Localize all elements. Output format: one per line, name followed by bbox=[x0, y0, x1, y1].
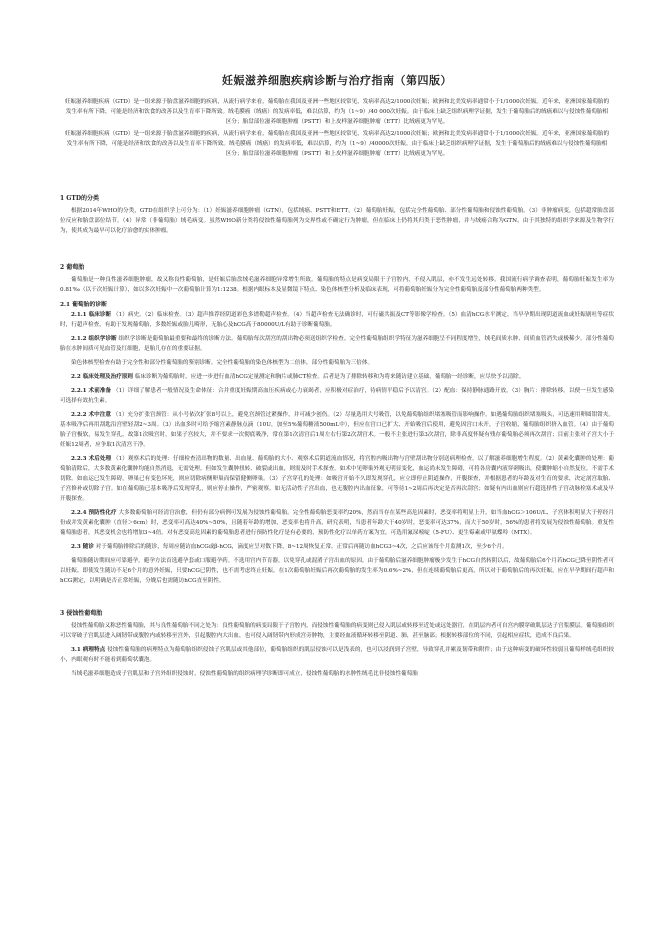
body-paragraph: 根据2014年WHO的分类，GTD在组织学上可分为：（1）妊娠滋养细胞肿瘤（GTN），包括绒癌、PSTT和ETT。（2）葡萄胎妊娠，包括完全性葡萄胎、部分性葡萄胎和侵蚀性葡萄胎。（3）非肿瘤病变，包括超常胎盘部位反应和胎盘部位结节。（4）异常（非葡萄胎）绒毛病变。虽然WHO新分类将侵蚀性葡萄胎列为交界性或不确定行为肿瘤，但在临床上仍将其归类于恶性肿瘤，并与绒癌合称为GTN。由于其独特的组织学来源及生物学行为，使其成为最早可以化疗治愈的实体肿瘤。 bbox=[60, 208, 614, 234]
section-heading: 3 侵蚀性葡萄胎 bbox=[60, 610, 103, 617]
list-item bbox=[60, 669, 614, 679]
item-label: 2.3 随诊 bbox=[71, 544, 94, 550]
list-item bbox=[60, 310, 614, 330]
section-gtd-classification bbox=[60, 193, 614, 236]
item-label: 2.2 临床处理及治疗原则 bbox=[71, 374, 134, 380]
section-hydatidiform-mole bbox=[60, 262, 614, 586]
section-invasive-mole bbox=[60, 608, 614, 679]
item-label: 2.1.1 临床诊断 bbox=[71, 312, 112, 318]
item-text: 侵蚀性葡萄胎的病理特点为葡萄胎组织侵蚀子宫肌层或其他部位，葡萄胎组织的肌层侵蚀可以是浅表的，也可以浸润到子宫壁，导致穿孔并累及韧带和附件；由于这种病变的破坏性较弱且葡萄样绒毛组织较小，内眼观有时不能看到葡萄状囊泡。 bbox=[60, 647, 614, 663]
list-item bbox=[60, 454, 614, 504]
item-text: 大多数葡萄胎可经清宫治愈，但仍有部分病例可发展为侵蚀性葡萄胎。完全性葡萄胎恶变率约20%，然而当存在某些高危因素时，恶变率将明显上升。如当血hCG＞106U/L、子宫体积明显大于停经月份或并发黄素化囊肿（直径＞6cm）时，恶变率可高达40%~50%，且随着年龄的增加，恶变率也将升高，研究表明，当患者年龄大于40岁时，恶变率可达37%，而大于50岁时，56%的患者将发展为侵蚀性葡萄胎。重复性葡萄胎患者，其恶变机会也将增加3~4倍。对有恶变高危因素的葡萄胎患者进行预防性化疗是有必要的，预防性化疗以单药方案为宜，可选用氟尿嘧啶（5-FU）、更生霉素或甲氨蝶呤（MTX）。 bbox=[60, 510, 614, 536]
item-label: 2.2.4 预防性化疗 bbox=[71, 510, 117, 516]
list-item bbox=[60, 556, 614, 586]
item-label: 2.2.1 术前准备 bbox=[71, 388, 112, 394]
subsection-heading: 2.1 葡萄胎的诊断 bbox=[60, 302, 107, 308]
list-item bbox=[60, 542, 614, 552]
list-item bbox=[60, 386, 614, 406]
section-heading: 2 葡萄胎 bbox=[60, 264, 85, 271]
list-item bbox=[60, 372, 614, 382]
document-title: 妊娠滋养细胞疾病诊断与治疗指南（第四版） bbox=[222, 74, 452, 87]
list-item bbox=[60, 410, 614, 450]
item-text: （1）病史。（2）临床检查。（3）超声推荐经阴道彩色多谱勒超声检查。（4）当超声检查无法确诊时，可行磁共振及CT等影像学检查。（5）血清hCG水平测定。当早孕期出现阴道流血或妊娠剧吐等症状时，行超声检查，有助于发现葡萄胎，多数妊娠或胎儿畸形，无胎心及hCG高于80000U/L有助于诊断葡萄胎。 bbox=[60, 312, 614, 328]
list-item bbox=[60, 645, 614, 665]
item-text: 葡萄胎随访期间应可靠避孕，避孕方法首选避孕套或口服避孕药。不选用宫内节育器，以免穿孔或混淆子宫出血的原因。由于葡萄胎后滋养细胞肿瘤极少发生于hCG自然转阴以后，故葡萄胎后6个月若hCG已降至阴性者可以妊娠。即使发生随访不足6个月的意外妊娠，只要hCG已阴性，也不需考虑终止妊娠。在1次葡萄胎妊娠后再次葡萄胎的发生率为0.6%~2%，但在连续葡萄胎后更高，所以对于葡萄胎后的再次妊娠，应在早孕期间行超声和hCG测定，以明确是否正常妊娠，分娩后也需随访hCG直至阴性。 bbox=[60, 558, 614, 584]
item-text: 组织学诊断是葡萄胎最重要和最终的诊断方法。葡萄胎每次刮宫的刮出物必须送组织学检查。完全性葡萄胎组织学特征为滋养细胞呈不同程度增生，绒毛间质水肿、间质血管消失或极稀少。部分性葡萄胎在水肿间质可见血管及红细胞，是胎儿存在的重要证据。 bbox=[60, 336, 614, 352]
abstract-paragraph: 妊娠滋养细胞疾病（GTD）是一组来源于胎盘滋养细胞的疾病，从流行病学来看，葡萄胎在我国及亚洲一些地区较常见，发病率高达2/1000次妊娠；欧洲和北美发病率通常小于1/1000次妊娠。近年来，亚洲国家葡萄胎的发生率有所下降，可能是经济和饮食的改善以及生育率下降所致。绒毛膜癌（绒癌）的发病率低，难以估算，约为（1~9）/40000次妊娠。由于临床上缺乏组织病理学证据，发生于葡萄胎后的绒癌难以与侵蚀性葡萄胎相区分；胎盘部位滋养细胞肿瘤（PSTT）和上皮样滋养细胞肿瘤（ETT）比绒癌更为罕见。 bbox=[64, 131, 610, 157]
list-item bbox=[60, 358, 614, 368]
item-text: 当绒毛滋养细胞造成子宫肌层和子宫外组织侵蚀时，侵蚀性葡萄胎的组织病理学诊断即可成立，侵蚀性葡萄胎的水肿性绒毛比非侵蚀性葡萄胎 bbox=[71, 671, 418, 677]
list-item bbox=[60, 508, 614, 538]
body-paragraph: 葡萄胎是一种良性滋养细胞肿瘤，故又称良性葡萄胎，是妊娠后胎盘绒毛滋养细胞异常增生所致。葡萄胎的特点是病变局限于子宫腔内，不侵入肌层，亦不发生远处转移。我国流行病学调查表明，葡萄胎妊娠发生率为0.81‰（以千次妊娠计算），如以多次妊娠中一次葡萄胎计算为1:1238。根据内眼标本及显微镜下特点、染色体核型分析及临床表现，可将葡萄胎妊娠分为完全性葡萄胎及部分性葡萄胎两种类型。 bbox=[60, 277, 614, 293]
body-paragraph: 侵蚀性葡萄胎又称恶性葡萄胎，其与良性葡萄胎不同之处为：良性葡萄胎的病变局限于子宫腔内，而侵蚀性葡萄胎的病变则已侵入肌层或转移至近处或远处器官，在肌层内者可自宫内膜穿破肌层达子宫浆膜层。葡萄胎组织可以穿破子宫肌层进入阔韧带或腹腔内或转移至宫外，引起腹腔内大出血，也可侵入阔韧带内形成宫旁肿物，主要经血液循环转移至阴道、肺，甚至脑部；根据转移部位的不同，引起相应症状，造成不良后果。 bbox=[60, 623, 614, 639]
abstract-paragraph: 妊娠滋养细胞疾病（GTD）是一组来源于胎盘滋养细胞的疾病，从流行病学来看，葡萄胎在我国及亚洲一些地区较常见，发病率高达2/1000次妊娠；欧洲和北美发病率通常小于1/1000次妊娠。近年来，亚洲国家葡萄胎的发生率有所下降，可能是经济和饮食的改善以及生育率下降所致。绒毛膜癌（绒癌）的发病率低，难以估算，约为（1~9）/40 000次妊娠。由于临床上缺乏组织病理学证据，发生于葡萄胎后的绒癌难以与侵蚀性葡萄胎相区分；胎盘部位滋养细胞肿瘤（PSTT）和上皮样滋养细胞肿瘤（ETT）比绒癌更为罕见。 bbox=[64, 99, 610, 125]
item-text: （1）观察术后的处理：仔细检查清出物的数量、出血量、葡萄胎的大小、观察术后阴道流血情况，将宫腔内吸出物与宫壁刮出物分别送病理检查，以了解滋养细胞增生程度。（2）黄素化囊肿的处理：葡萄胎清除后，大多数黄素化囊肿均能自然消退，无需处理。但如发生囊肿扭转、破裂或出血，则需及时手术探查。如术中见卵巢外观无明显变化，血运尚未发生障碍，可将各房囊内液穿刺吸出，使囊肿缩小自然复位，不需手术切除。如血运已发生障碍，卵巢已有变色坏死，则应切除病侧卵巢而保留健侧卵巢。（3）子宫穿孔的处理：如吸宫开始不久即发现穿孔，应立即停止阴道操作，开腹探查，并根据患者的年龄及对生育的要求，决定剖宫取胎、子宫修补或切除子宫。如在葡萄胎已基本吸净后发现穿孔，则应停止操作，严密观察。如无活动性子宫出血，也无腹腔内出血征象，可等待1~2周后再决定是否再次刮宫；如疑有内出血则应行超选择性子宫动脉栓塞术或及早开腹探查。 bbox=[60, 456, 614, 502]
item-text: 染色体核型检查有助于完全性和部分性葡萄胎的鉴别诊断。完全性葡萄胎的染色体核型为二倍体，部分性葡萄胎为三倍体。 bbox=[71, 360, 374, 366]
list-item bbox=[60, 334, 614, 354]
item-label: 2.1.2 组织学诊断 bbox=[71, 336, 117, 342]
item-text: （1）详细了解患者一般情况及生命体征：合并重度妊娠期高血压疾病或心力衰竭者，应积极对症治疗，待病情平稳后予以清宫。（2）配血：保持静脉通路开放。（3）胸片：排除转移。以便一旦发生感染可选择有效抗生素。 bbox=[60, 388, 614, 404]
item-text: 对于葡萄胎排除后的随诊，每周应随访血hCG或β-hCG，滴度应呈对数下降，8~12周恢复正常。正常后再随访血hCG3~4次，之后应该每个月监测1次，至少6个月。 bbox=[95, 544, 508, 550]
item-text: 临床诊断为葡萄胎时，应进一步进行血清hCG定量测定和胸片或肺CT检查。后者是为了排除转移和为将来随访建立基础，葡萄胎一经诊断，应尽快予以清除。 bbox=[134, 374, 525, 380]
item-label: 3.1 病理特点 bbox=[71, 647, 106, 653]
item-label: 2.2.3 术后处理 bbox=[71, 456, 112, 462]
abstract bbox=[64, 97, 610, 159]
item-label: 2.2.2 术中注意 bbox=[71, 412, 111, 418]
section-heading: 1 GTD的分类 bbox=[60, 195, 100, 202]
item-text: （1）充分扩张宫颈管：从小号依次扩张8号以上，避免宫颈管过紧操作，并可减少创伤。（2）尽量选用大号吸管，以免葡萄胎组织堵塞吸管而影响操作。如遇葡萄胎组织堵塞吸头，可迅速用卵圆钳钳夹。基本吸净后再用刮匙沿宫壁轻刮2~3周。（3）出血多时可给予缩宫素静脉点滴（10U，加至5%葡萄糖液500mL中），但应在宫口已扩大、开始吸宫后使用，避免因宫口未开，子宫收缩，葡萄胎组织挤入血管。（4）由于葡萄胎子宫极软，易发生穿孔，故第1次吸宫时，如果子宫较大，并不要求一次彻底吸净，常在第1次清宫后1周左右行第2次刮宫术。一般不主张进行第3次刮宫，除非高度怀疑有残存葡萄胎必须再次刮宫；目前主张对子宫大小于妊娠12周者，应争取1次清宫干净。 bbox=[60, 412, 614, 448]
